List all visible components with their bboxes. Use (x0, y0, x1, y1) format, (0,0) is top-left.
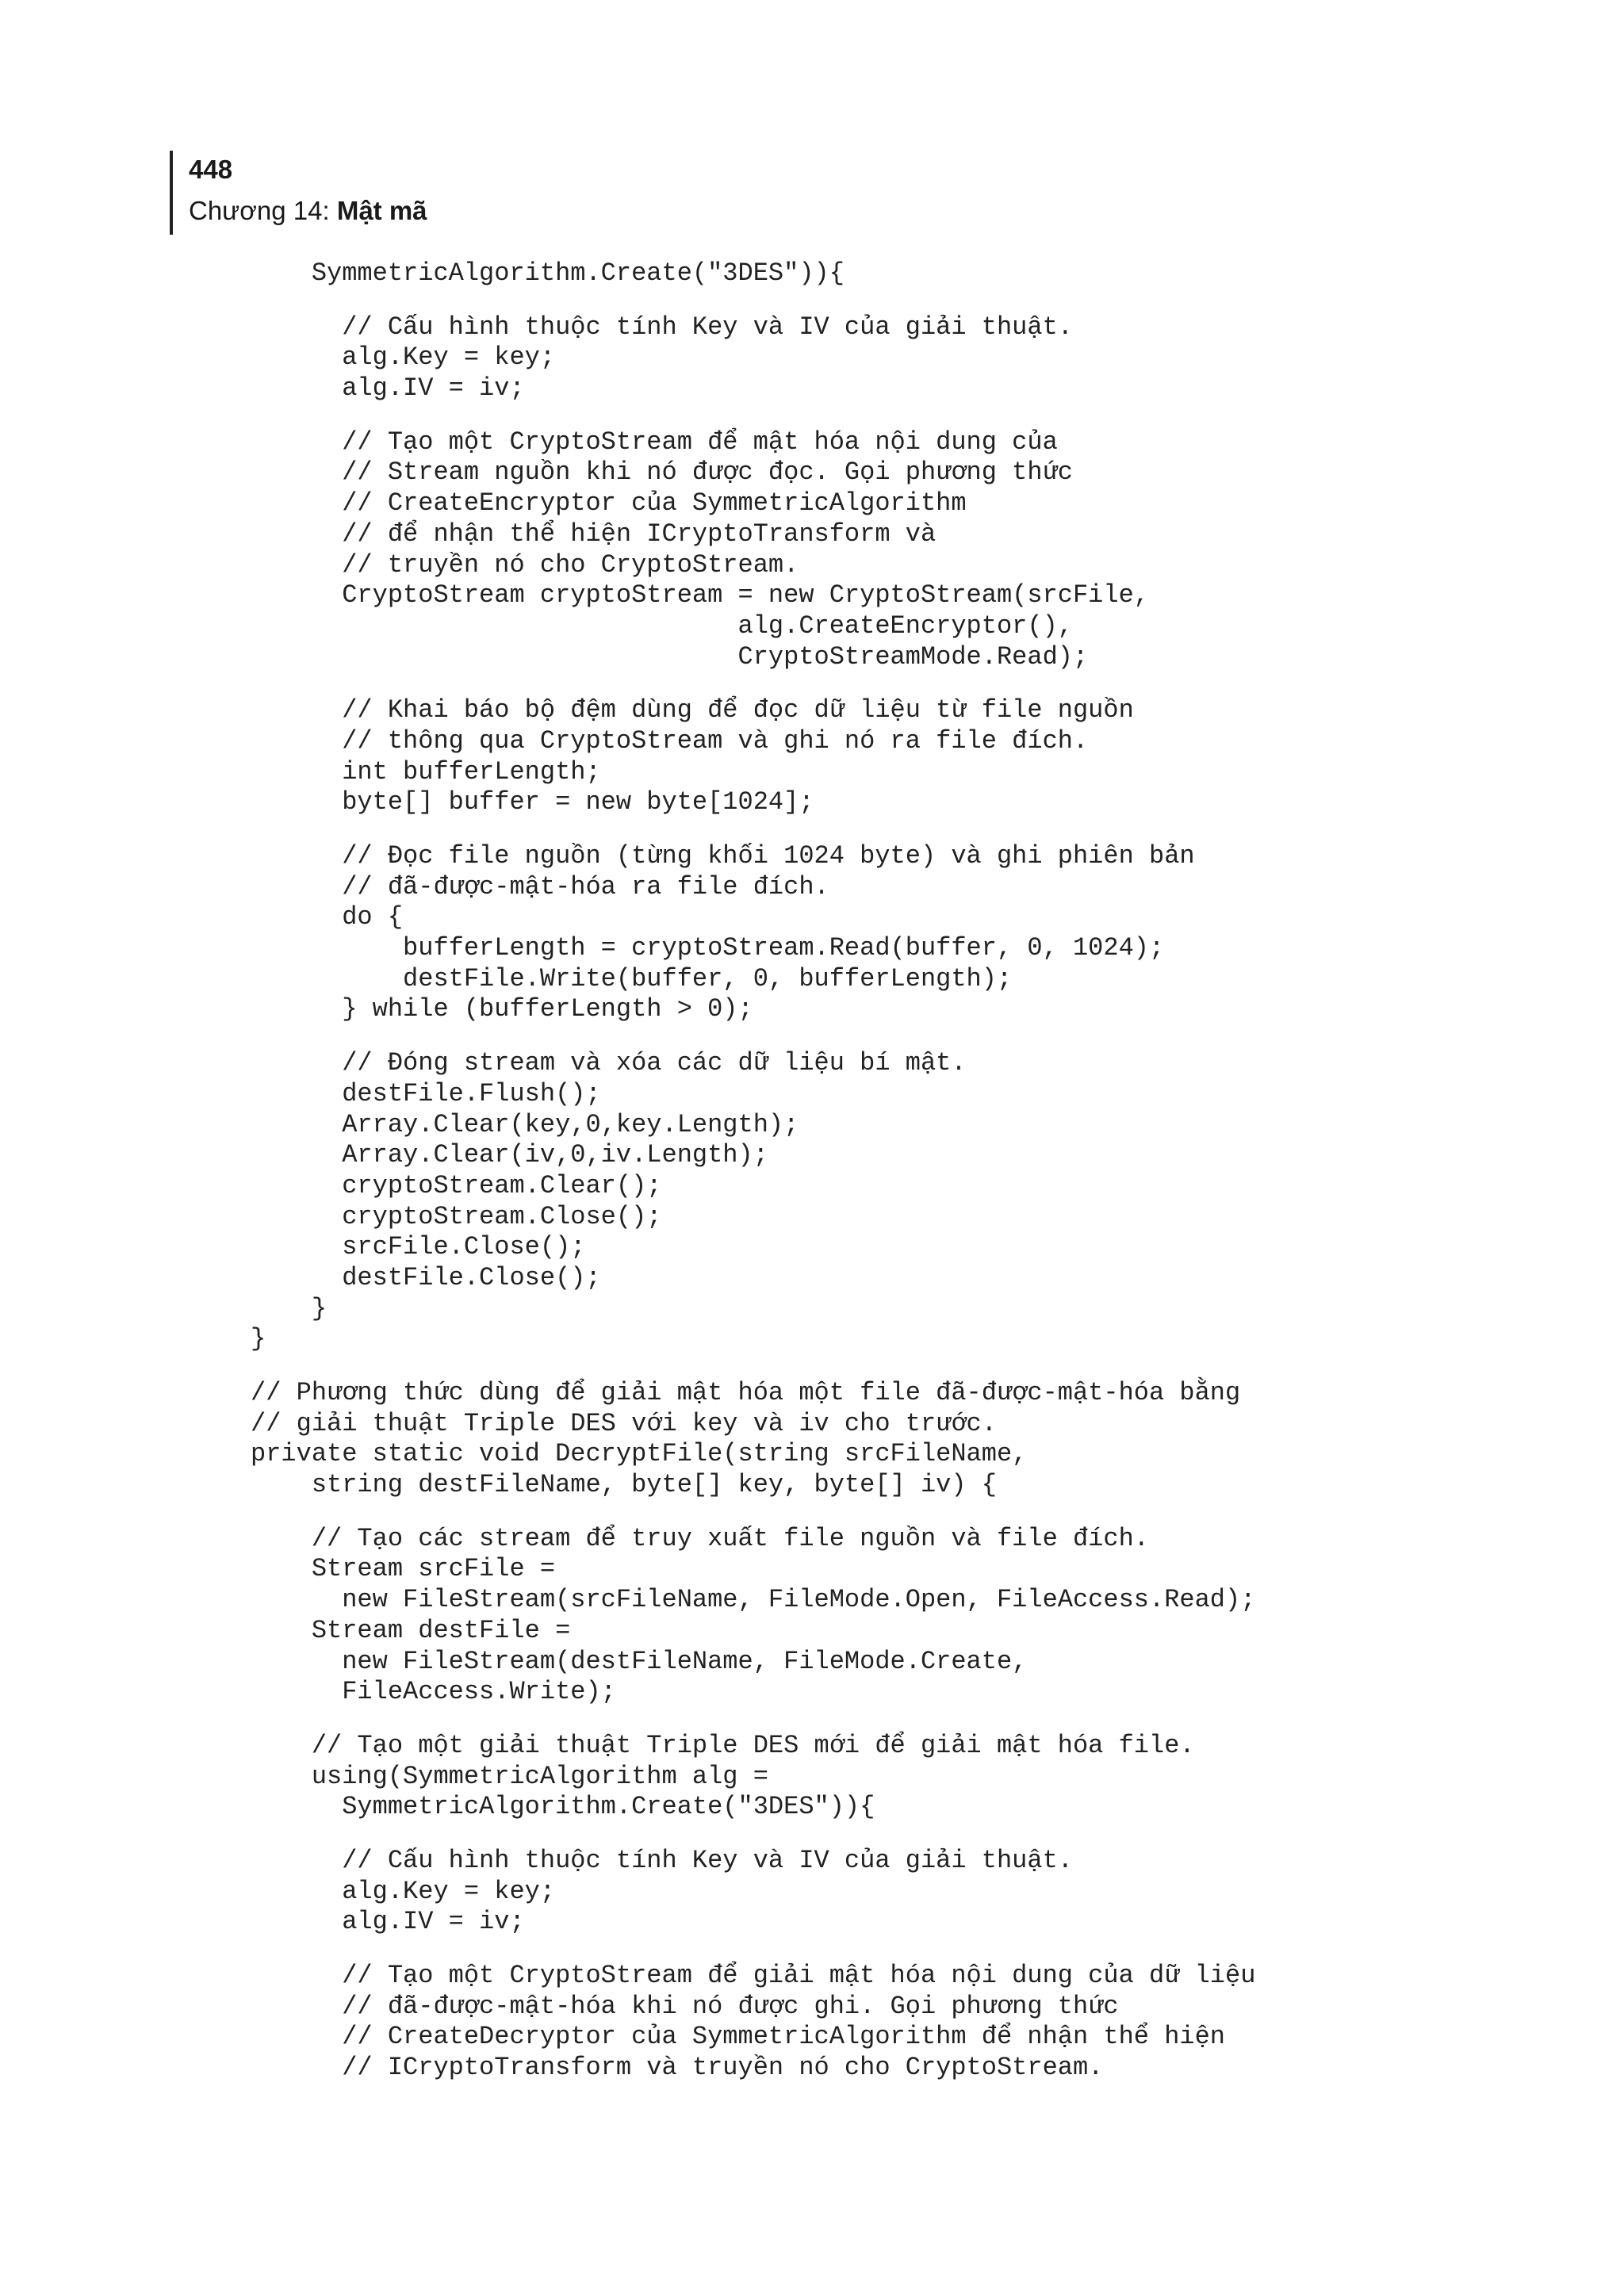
code-line: private static void DecryptFile(string srcFileName, (251, 1439, 1028, 1469)
code-line: int bufferLength; (251, 756, 601, 787)
code-line: // Phương thức dùng để giải mật hóa một file đã-được-mật-hóa bằng (251, 1378, 1241, 1407)
code-line: // thông qua CryptoStream và ghi nó ra file đích. (251, 725, 1089, 756)
code-line: destFile.Write(buffer, 0, bufferLength); (251, 963, 1013, 993)
code-line (251, 404, 1255, 427)
code-line: // ICryptoTransform và truyền nó cho CryptoStream. (251, 2053, 1104, 2083)
code-line: CryptoStream cryptoStream = new CryptoStream(srcFile, (251, 580, 1149, 611)
code-line (251, 672, 1255, 695)
code-line: // CreateDecryptor của SymmetricAlgorithm để nhận thể hiện (251, 2022, 1225, 2052)
code-line: // Khai báo bộ đệm dùng để đọc dữ liệu từ file nguồn (251, 695, 1134, 725)
code-line: // Stream nguồn khi nó được đọc. Gọi phương thức (251, 457, 1073, 488)
code-line: Array.Clear(key,0,key.Length); (251, 1109, 799, 1139)
code-line: // đã-được-mật-hóa ra file đích. (251, 871, 829, 902)
code-line: SymmetricAlgorithm.Create("3DES")){ (251, 1792, 875, 1822)
code-line: new FileStream(destFileName, FileMode.Create, (251, 1646, 1028, 1676)
code-line: // Cấu hình thuộc tính Key và IV của giải thuật. (251, 1845, 1073, 1875)
code-line: Array.Clear(iv,0,iv.Length); (251, 1140, 768, 1170)
code-line: // giải thuật Triple DES với key và iv cho trước. (251, 1408, 997, 1438)
code-line: cryptoStream.Clear(); (251, 1170, 662, 1200)
code-line: destFile.Flush(); (251, 1078, 601, 1108)
code-line: // Cấu hình thuộc tính Key và IV của giải thuật. (251, 312, 1073, 342)
code-line: // Tạo một giải thuật Triple DES mới để giải mật hóa file. (251, 1730, 1195, 1760)
header-rule (170, 151, 173, 235)
code-line: do { (251, 902, 404, 932)
code-listing (251, 258, 1255, 2084)
code-line (251, 1501, 1255, 1524)
code-line (251, 1355, 1255, 1378)
code-line: // Đóng stream và xóa các dữ liệu bí mật. (251, 1048, 967, 1078)
code-line: destFile.Close(); (251, 1262, 601, 1292)
code-line: FileAccess.Write); (251, 1677, 616, 1707)
chapter-heading (189, 193, 427, 228)
code-line: srcFile.Close(); (251, 1232, 586, 1262)
code-line: SymmetricAlgorithm.Create("3DES")){ (251, 258, 845, 288)
code-line: alg.IV = iv; (251, 373, 525, 404)
code-line: using(SymmetricAlgorithm alg = (251, 1761, 768, 1791)
code-line (251, 1938, 1255, 1961)
code-line: alg.IV = iv; (251, 1907, 525, 1937)
chapter-label: Chương 14: (189, 196, 337, 225)
chapter-title: Mật mã (336, 196, 427, 225)
code-line: } (251, 1293, 327, 1323)
code-line: string destFileName, byte[] key, byte[] iv) { (251, 1470, 997, 1500)
code-line: CryptoStreamMode.Read); (251, 641, 1089, 672)
code-line: // để nhận thể hiện ICryptoTransform và (251, 519, 936, 549)
code-line (251, 1708, 1255, 1731)
code-line: Stream destFile = (251, 1615, 571, 1645)
code-line: alg.CreateEncryptor(), (251, 611, 1073, 641)
code-line: // CreateEncryptor của SymmetricAlgorithm (251, 488, 967, 519)
code-line: Stream srcFile = (251, 1554, 556, 1584)
page-header (170, 151, 1359, 235)
code-line: cryptoStream.Close(); (251, 1201, 662, 1231)
code-line (251, 289, 1255, 312)
code-line: // Đọc file nguồn (từng khối 1024 byte) và ghi phiên bản (251, 841, 1195, 871)
code-line: // Tạo một CryptoStream để mật hóa nội dung của (251, 427, 1058, 457)
code-line: alg.Key = key; (251, 343, 556, 373)
page-number: 448 (189, 155, 233, 184)
code-line: alg.Key = key; (251, 1876, 556, 1906)
code-line: // Tạo các stream để truy xuất file nguồn và file đích. (251, 1523, 1149, 1553)
code-line (251, 818, 1255, 841)
code-line: // đã-được-mật-hóa khi nó được ghi. Gọi phương thức (251, 1991, 1119, 2021)
code-line: new FileStream(srcFileName, FileMode.Open, FileAccess.Read); (251, 1585, 1256, 1615)
code-line: } (251, 1324, 266, 1354)
code-line: // truyền nó cho CryptoStream. (251, 549, 799, 580)
code-line: byte[] buffer = new byte[1024]; (251, 787, 814, 817)
code-line: // Tạo một CryptoStream để giải mật hóa nội dung của dữ liệu (251, 1961, 1256, 1990)
code-line: bufferLength = cryptoStream.Read(buffer, 0, 1024); (251, 933, 1165, 963)
code-line: } while (bufferLength > 0); (251, 994, 753, 1024)
code-line (251, 1823, 1255, 1846)
code-line (251, 1025, 1255, 1048)
